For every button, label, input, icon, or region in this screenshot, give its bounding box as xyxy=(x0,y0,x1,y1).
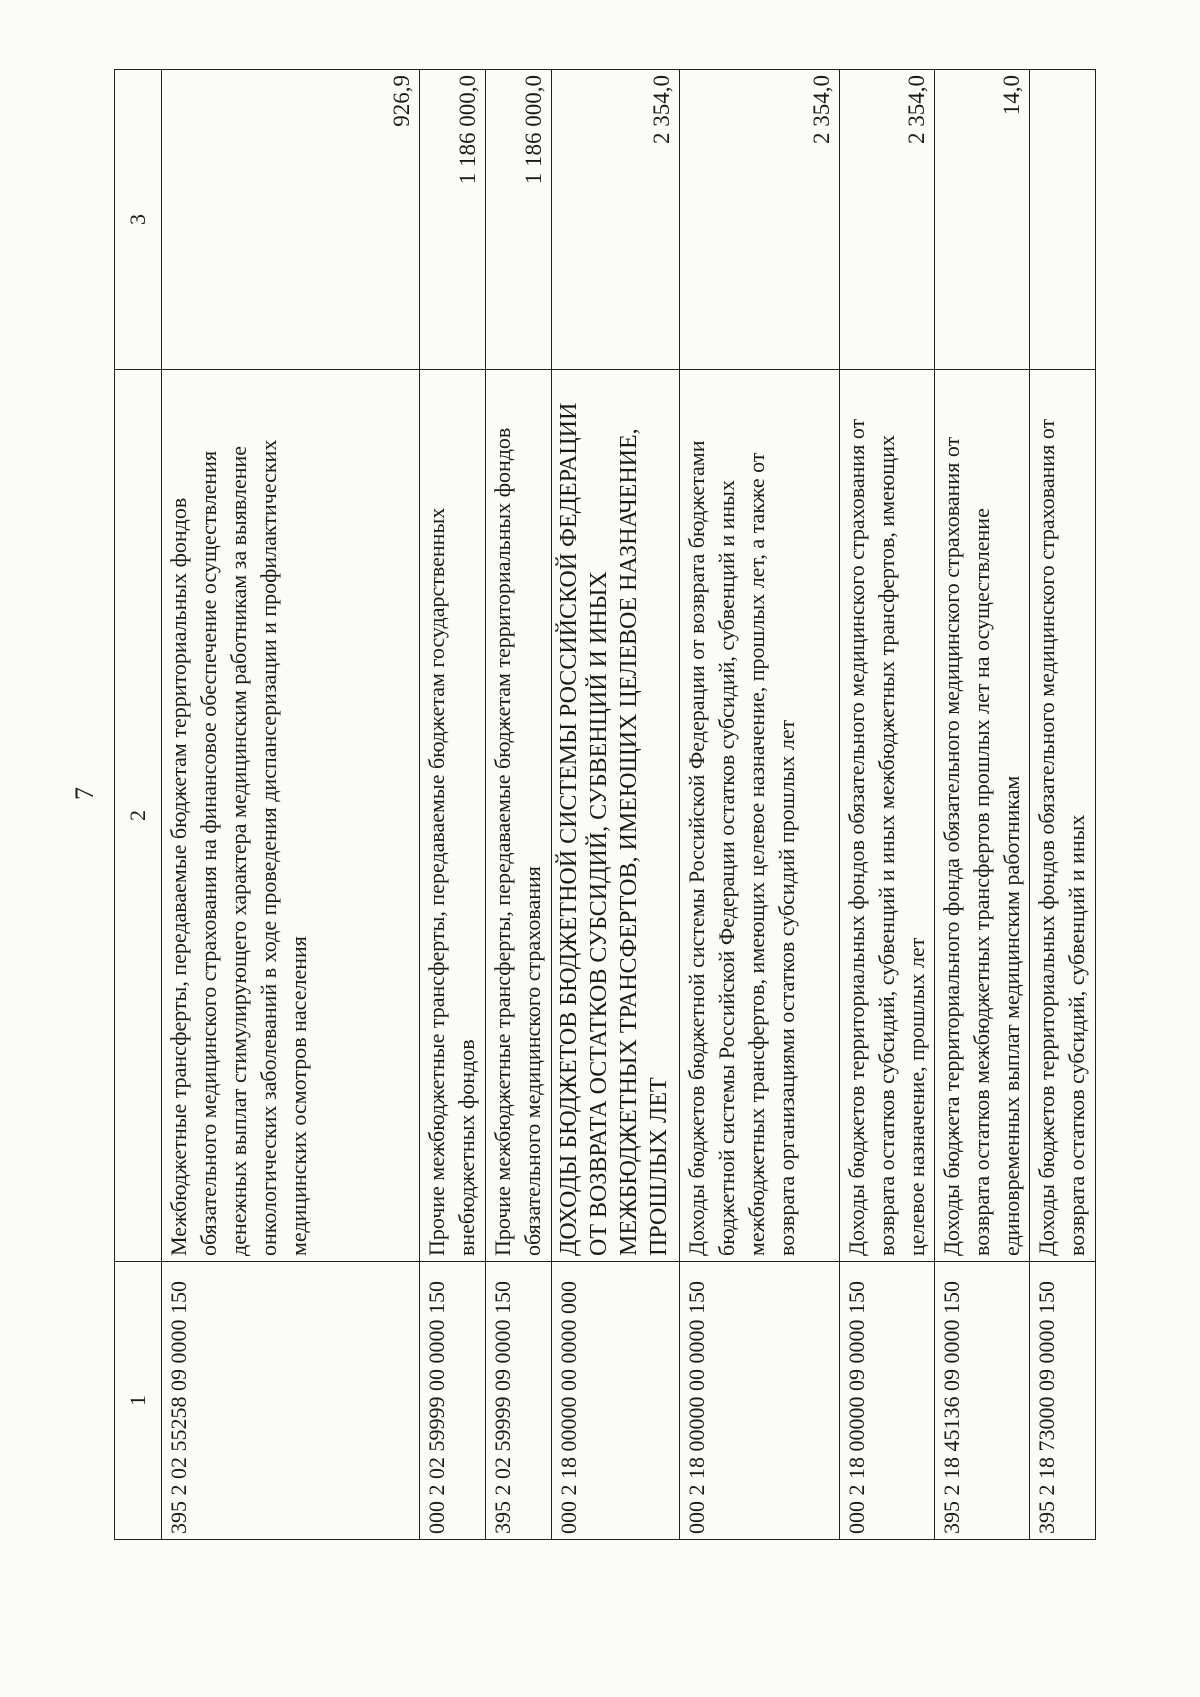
row-description: Межбюджетные трансферты, передаваемые бюджетам территориальных фондов обязательного медицинского страхования на финансовое обеспечение осуществления денежных выплат стимулирующего характера медицинским работникам за выявление онкологических заболеваний в ходе проведения диспансеризации и профилактических медицинских осмотров населения xyxy=(162,370,420,1262)
header-col-2: 2 xyxy=(115,370,162,1262)
row-amount: 2 354,0 xyxy=(552,70,680,370)
row-code: 000 2 18 00000 00 0000 150 xyxy=(680,1262,840,1540)
row-code: 395 2 18 45136 09 0000 150 xyxy=(935,1262,1030,1540)
row-description: Прочие межбюджетные трансферты, передаваемые бюджетам территориальных фондов обязательного медицинского страхования xyxy=(486,370,552,1262)
table-row xyxy=(162,70,420,1540)
row-code: 395 2 18 73000 09 0000 150 xyxy=(1030,1262,1096,1540)
row-description: Доходы бюджетов бюджетной системы Российской Федерации от возврата бюджетами бюджетной системы Российской Федерации остатков субсидий, субвенций и иных межбюджетных трансфертов, имеющих целевое назначение, прошлых лет, а также от возврата организациями остатков субсидий прошлых лет xyxy=(680,370,840,1262)
row-amount: 926,9 xyxy=(162,70,420,370)
header-row xyxy=(115,70,162,1540)
table-row xyxy=(680,70,840,1540)
header-col-1: 1 xyxy=(115,1262,162,1540)
table-row xyxy=(840,70,935,1540)
header-col-3: 3 xyxy=(115,70,162,370)
row-code: 395 2 02 59999 09 0000 150 xyxy=(486,1262,552,1540)
row-description: Доходы бюджета территориального фонда обязательного медицинского страхования от возврата остатков межбюджетных трансфертов прошлых лет на осуществление единовременных выплат медицинским работникам xyxy=(935,370,1030,1262)
row-code: 395 2 02 55258 09 0000 150 xyxy=(162,1262,420,1540)
table-row xyxy=(486,70,552,1540)
row-amount xyxy=(1030,70,1096,370)
budget-table xyxy=(114,69,1096,1540)
table-row xyxy=(935,70,1030,1540)
row-amount: 1 186 000,0 xyxy=(486,70,552,370)
table-row xyxy=(420,70,486,1540)
row-code: 000 2 18 00000 00 0000 000 xyxy=(552,1262,680,1540)
row-description: Доходы бюджетов территориальных фондов обязательного медицинского страхования от возврата остатков субсидий, субвенций и иных межбюджетных трансфертов, имеющих целевое назначение, прошлых лет xyxy=(840,370,935,1262)
row-amount: 2 354,0 xyxy=(840,70,935,370)
table-row xyxy=(552,70,680,1540)
table-row xyxy=(1030,70,1096,1540)
page-number: 7 xyxy=(70,787,99,800)
row-amount: 14,0 xyxy=(935,70,1030,370)
row-description: ДОХОДЫ БЮДЖЕТОВ БЮДЖЕТНОЙ СИСТЕМЫ РОССИЙСКОЙ ФЕДЕРАЦИИ ОТ ВОЗВРАТА ОСТАТКОВ СУБСИДИЙ, СУБВЕНЦИЙ И ИНЫХ МЕЖБЮДЖЕТНЫХ ТРАНСФЕРТОВ, ИМЕЮЩИХ ЦЕЛЕВОЕ НАЗНАЧЕНИЕ, ПРОШЛЫХ ЛЕТ xyxy=(552,370,680,1262)
row-amount: 2 354,0 xyxy=(680,70,840,370)
row-amount: 1 186 000,0 xyxy=(420,70,486,370)
row-description: Прочие межбюджетные трансферты, передаваемые бюджетам государственных внебюджетных фондов xyxy=(420,370,486,1262)
row-description: Доходы бюджетов территориальных фондов обязательного медицинского страхования от возврата остатков субсидий, субвенций и иных xyxy=(1030,370,1096,1262)
rotated-table-container xyxy=(114,70,1089,1540)
row-code: 000 2 18 00000 09 0000 150 xyxy=(840,1262,935,1540)
row-code: 000 2 02 59999 00 0000 150 xyxy=(420,1262,486,1540)
